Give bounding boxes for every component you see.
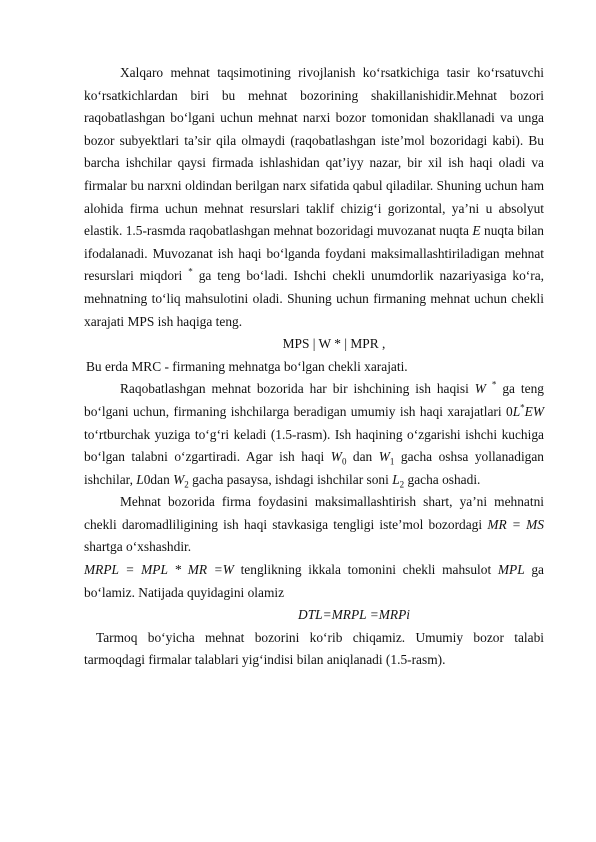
var-l0: L [136,471,144,487]
var-l: L [512,403,521,419]
document-page [84,62,544,672]
text-span: 0dan [143,471,174,487]
text-span: Raqobatlashgan mehnat bozorida har bir ishchining ish haqisi [120,381,475,397]
formula-mps: MPS | W * | MPR , [282,336,386,352]
paragraph-industry: Tarmoq bo‘yicha mehnat bozorini ko‘rib chiqamiz. Umumiy bozor talabi tarmoqdagi firmalar talablari yig‘indisi bilan aniqlanadi (1.5-rasm). [84,629,544,668]
star-superscript: * [520,402,525,413]
paragraph-mrpl [84,559,544,604]
formula-mrpl: MRPL = MPL * MR =W [84,562,234,578]
paragraph-profit-max [84,491,544,559]
text-span: to‘rtburchak yuziga to‘g‘ri keladi (1.5-rasm). Ish haqining o‘zgarishi ishchi kuchiga bo‘lgan talabni o‘zgartiradi. Agar ish haqi [84,426,544,465]
var-ew: EW [524,403,544,419]
text-span: ga teng bo‘lgani uchun, firmaning ishchilarga beradigan umumiy ish haqi xarajatlari 0 [84,381,544,419]
paragraph-mrc: Bu erda MRC - firmaning mehnatga bo‘lgan chekli xarajati. [86,358,408,374]
subscript: 0 [341,456,347,467]
paragraph-intro-text: Xalqaro mehnat taqsimotining rivojlanish ko‘rsatkichiga tasir ko‘rsatuvchi ko‘rsatkichlardan biri bu mehnat bozorining shakillanishidir.Mehnat bozori raqobatlashgan bo‘lgani uchun mehnat narxi bozor tomonidan shakllanadi va unga bozor subyektlari ta’sir qila olmaydi (raqobatlashgan iste’mol bozoridagi kabi). Bu barcha ishchilar qaysi firmada ishlashidan qat’iyy nazar, bir xil ish haqi oladi va firmalar bu narxni oldindan berilgan narx sifatida qabul qiladilar. Shuning uchun ham alohida firma uchun mehnat resurslari taklif chizig‘i gorizontal, ya’ni u absolyut elastik. 1.5-rasmda raqobatlashgan mehnat bozoridagi muvozanat nuqta [84,65,544,239]
text-span: ga bo‘lamiz. Natijada quyidagini olamiz [84,562,544,600]
var-w2: W [173,471,185,487]
formula-dtl: DTL=MRPL =MRPi [298,607,410,623]
paragraph-intro-end: ga teng bo‘ladi. Ishchi chekli unumdorlik nazariyasiga ko‘ra, mehnatning to‘liq mahsulotini oladi. Shuning uchun firmaning mehnat uchun chekli xarajati MPS ish haqiga teng. [84,268,544,329]
text-span: gacha oshsa yollanadigan ishchilar, [84,449,545,487]
text-span: dan [346,449,379,465]
text-span: shartga o‘xshashdir. [84,539,192,555]
subscript: 1 [389,456,395,467]
star-superscript: * [491,379,497,390]
text-span: tenglikning ikkala tomonini chekli mahsulot [233,562,498,578]
text-span: Mehnat bozorida firma foydasini maksimallashtirish shart, ya’ni mehnatni chekli daromadliligining ish haqi stavkasiga tengligi iste’mol bozordagi [84,494,544,532]
var-w0: W [330,449,342,465]
var-w: W [474,381,486,397]
text-span: gacha oshadi. [404,471,481,487]
paragraph-intro [84,62,544,333]
subscript: 2 [184,479,189,490]
paragraph-competition [84,378,544,491]
star-superscript: * [188,266,193,277]
text-span: gacha pasaysa, ishdagi ishchilar soni [188,471,393,487]
point-e: E [472,223,481,239]
var-w1: W [378,449,390,465]
paragraph-intro-tail: nuqta bilan ifodalanadi. Muvozanat ish haqi bo‘lganda foydani maksimallashtiriladigan mehnat resurslari miqdori [84,223,544,284]
var-l2: L [392,471,400,487]
formula-mr-ms: MR = MS [487,516,544,532]
var-mpl: MPL [497,562,525,578]
subscript: 2 [399,479,405,490]
